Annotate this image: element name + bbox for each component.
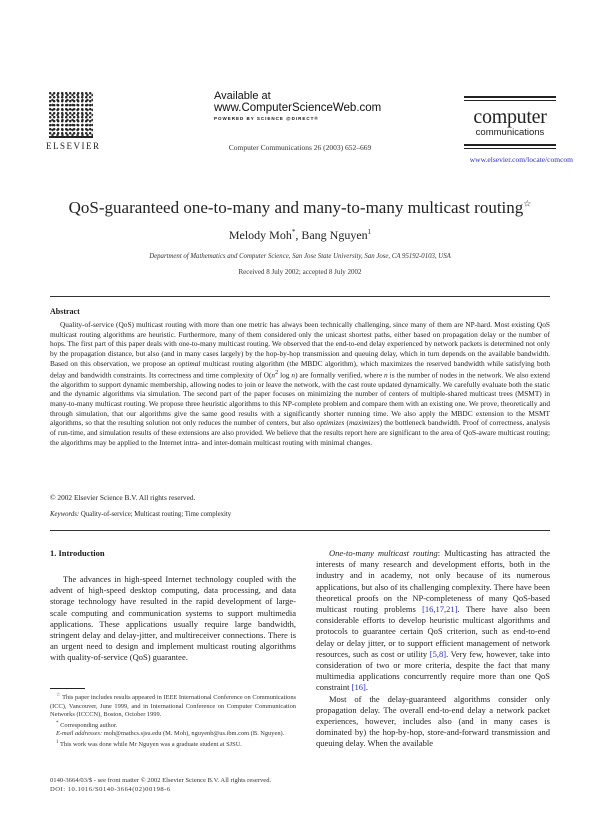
journal-logo-word1: computer xyxy=(473,106,547,128)
abstract-seg: ) the bottleneck bandwidth. Proof of correctness, analysis of run-time, and simulation results of these extensions are also provided. We believe that the results report here are significant to the area of QoS-aware multicast routing; the algorithms may be applied to the Internet intra- and inter-domain multicast routing with minimal changes. xyxy=(50,418,550,447)
abstract-seg: ) are formally verified, where xyxy=(295,369,385,379)
logo-rule-top-thin xyxy=(464,100,556,101)
paper-title xyxy=(0,198,600,218)
citation-link[interactable]: [16] xyxy=(351,682,366,693)
abstract-em: maximizes xyxy=(348,418,380,428)
elsevier-wordmark: ELSEVIER xyxy=(46,141,101,151)
author-1: Melody Moh xyxy=(228,228,292,242)
title-footnote-mark[interactable]: ☆ xyxy=(523,198,532,209)
footnote-mark: * xyxy=(56,720,59,726)
author-separator: , xyxy=(295,228,302,242)
para-seg: . xyxy=(365,682,368,693)
divider-top xyxy=(50,296,550,297)
author-1-mark[interactable]: * xyxy=(291,228,296,236)
intro-paragraph-3: Most of the delay-guaranteed algorithms consider only propagation delay. The overall end-to-end delay a network packet experiences, however, includes also (and in many cases is dominated by) the hop-by-hop, store-and-forward transmission and queuing delay. When the available xyxy=(316,693,550,749)
footnote-text: This work was done while Mr Nguyen was a graduate student at SJSU. xyxy=(59,740,242,748)
right-column-text xyxy=(316,548,550,750)
abstract-math: n xyxy=(291,369,296,379)
issn-line: 0140-3664/03/$ - see front matter © 2002 Elsevier Science B.V. All rights reserved. xyxy=(50,777,272,784)
journal-reference: Computer Communications 26 (2003) 652–669 xyxy=(228,143,372,152)
available-at-url[interactable]: www.ComputerScienceWeb.com xyxy=(214,102,382,114)
abstract-heading: Abstract xyxy=(50,307,80,316)
affiliation: Department of Mathematics and Computer Science, San Jose State University, San Jose, CA 95192-0103, USA xyxy=(149,253,451,260)
footnote-mark: ☆ xyxy=(56,693,61,698)
footnote-title xyxy=(50,692,296,720)
footnotes xyxy=(50,692,296,749)
citation-link[interactable]: [16,17,21] xyxy=(422,604,458,615)
author-2: Bang Nguyen xyxy=(301,228,368,242)
logo-rule-bottom-thin xyxy=(464,148,556,149)
abstract-math: n xyxy=(384,369,388,379)
email-label: E-mail addresses: xyxy=(56,730,103,738)
received-dates: Received 8 July 2002; accepted 8 July 2002 xyxy=(238,268,362,276)
para-seg: . Very few, however, take into consideration of two or more criteria, despite the fact that many multimedia applications concurrently require more than one QoS constraint xyxy=(316,648,550,693)
left-column-text xyxy=(50,574,296,664)
available-at-banner xyxy=(214,90,394,121)
intro-paragraph-1: The advances in high-speed Internet technology coupled with the advent of high-speed desktop computing, data processing, and data storage technology have resulted in the rapid development of large-scale computing and communication systems to support multimedia applications. These applications usually require large bandwidth, stringent delay and delay-jitter, and multireceiver connections. There is an urgent need to design and implement multicast routing algorithms with quality-of-service (QoS) guarantee. xyxy=(50,574,296,663)
intro-paragraph-2 xyxy=(316,548,550,694)
abstract-seg: multicast routing algorithm (the MBDC algorithm), which maximizes the reserved bandwidth while satisfying both delay and bandwidth constraints. Its correctness and time complexity of O( xyxy=(50,358,550,379)
powered-by-label: POWERED BY SCIENCE @DIRECT® xyxy=(214,116,319,121)
elsevier-tree-icon xyxy=(49,92,93,138)
available-at-label: Available at xyxy=(214,90,271,102)
author-list xyxy=(0,228,600,243)
keywords xyxy=(50,511,231,518)
footnote-text: This paper includes results appeared in IEEE International Conference on Communications (ICC), Vancouver, June 1999, and in International Conference on Computer Communication Networks (ICCCN), Boston, October 1999. xyxy=(50,694,297,719)
abstract-seg: log xyxy=(278,369,292,379)
para-seg: : Multicasting has attracted the interests of many research and development efforts, both in the industry and in academy, not only because of its numerous applications, but also of its challenging complexity. There have been theoretical proofs on the NP-completeness of many QoS-based multicast routing problems xyxy=(316,548,550,615)
elsevier-logo xyxy=(46,92,101,152)
abstract-seg: Quality-of-service (QoS) multicast routing with more than one metric has always been technically challenging, since many of them are NP-hard. Most existing QoS multicast routing algorithms are heuristic. Furthermore, many of them considered only the unicast shortest paths, either based on propagation delay or the number of hops. The first part of this paper deals with one-to-many multicast routing. We observed that the end-to-end delay experienced by network packets is determined not only by the propagation distance, but also (and in many cases largely) by the hop-by-hop transmission and queuing delay, which in turn depends on the available bandwidth. Based on this observation, we propose an xyxy=(50,320,550,368)
abstract-em: optimal xyxy=(177,358,201,368)
journal-url-link[interactable]: www.elsevier.com/locate/comcom xyxy=(469,155,573,164)
journal-logo-word2: communications xyxy=(475,127,545,138)
keywords-list: Quality-of-service; Multicast routing; Time complexity xyxy=(79,511,232,518)
abstract-em: optimizes xyxy=(316,418,345,428)
front-matter xyxy=(50,776,271,794)
abstract-math: n xyxy=(271,369,276,379)
citation-link[interactable]: [5,8] xyxy=(429,648,447,659)
logo-rule-top xyxy=(464,96,556,98)
footnote-rule xyxy=(50,688,85,689)
doi-line[interactable]: DOI: 10.1016/S0140-3664(02)00198-6 xyxy=(50,786,171,793)
footnote-1 xyxy=(50,739,296,750)
paper-title-text: QoS-guaranteed one-to-many and many-to-many multicast routing xyxy=(68,198,524,217)
section-heading-introduction: 1. Introduction xyxy=(50,548,105,558)
footnote-text: Corresponding author. xyxy=(60,721,118,729)
author-2-mark[interactable]: 1 xyxy=(367,228,372,236)
abstract-copyright: © 2002 Elsevier Science B.V. All rights reserved. xyxy=(50,493,196,502)
keywords-label: Keywords: xyxy=(50,511,80,518)
logo-rule-bottom xyxy=(464,144,556,146)
footnote-email xyxy=(50,730,296,739)
run-in-heading: One-to-many multicast routing xyxy=(329,548,438,558)
email-addresses[interactable]: moh@mathcs.sjsu.edu (M. Moh), nguyenb@us.ibm.com (B. Nguyen). xyxy=(102,730,285,738)
abstract-seg: is the number of nodes in the network. We also extend the algorithm to support dynamic membership, allowing nodes to join or leave the network, with the cast route updated dynamically. We carefully evaluate both the static and the dynamic algorithms via simulation. The second part of the paper focuses on minimizing the number of centers of multiple-shared multicast trees (MSMT) in many-to-many multicast routing. We propose three heuristic algorithms to this NP-complete problem and compare them with an existing one. We prove, theoretically and through simulation, that our algorithms give the same good results with a significantly shorter running time. We also apply the MBDC extension to the MSMT algorithms, so that the resulting solution not only reduces the number of centers, but also xyxy=(50,369,550,428)
abstract-math-exp: 2 xyxy=(275,369,279,376)
journal-logo xyxy=(460,96,560,149)
para-seg: . There have also been considerable efforts to develop heuristic multicast algorithms and protocols to guarantee certain QoS criterion, such as end-to-end delay or delay jitter, or to support efficient management of network resources, such as cost or utility xyxy=(316,604,550,659)
abstract-seg: ( xyxy=(344,418,349,428)
abstract-text xyxy=(50,320,550,448)
footnote-mark: 1 xyxy=(56,739,59,745)
footnote-corresponding xyxy=(50,720,296,731)
divider-bottom xyxy=(50,530,550,531)
